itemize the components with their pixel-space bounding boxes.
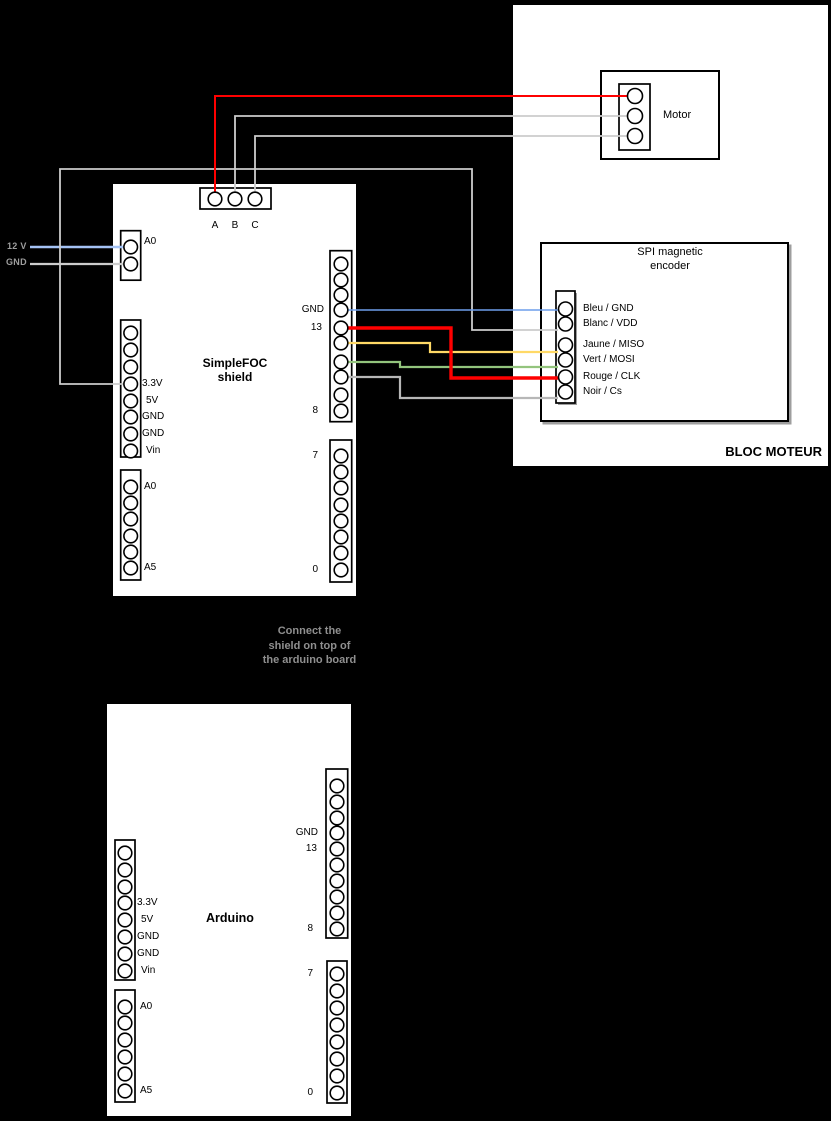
shield-terminal-label-2: B bbox=[231, 220, 239, 231]
motor-pin-header-pin-1 bbox=[628, 89, 643, 104]
shield-title-line1: SimpleFOC bbox=[202, 356, 268, 370]
arduino-power-pin-label-2: 5V bbox=[141, 914, 154, 925]
shield-analog-header-pin-5 bbox=[124, 545, 138, 559]
arduino-analog-header-pin-3 bbox=[118, 1033, 132, 1047]
arduino-digital-top-label-2: 13 bbox=[305, 843, 317, 854]
shield-power-input-header-pin-1 bbox=[124, 240, 138, 254]
shield-power-input-header bbox=[121, 231, 141, 281]
motor-label: Motor bbox=[663, 109, 692, 121]
shield-power-header-pin-1 bbox=[124, 326, 138, 340]
arduino-power-pin-label-5: Vin bbox=[141, 965, 156, 976]
shield-power-pin-label-2: 5V bbox=[146, 395, 159, 406]
shield-power-pin-label-1: 3.3V bbox=[142, 378, 163, 389]
shield-digital-bottom-header-pin-4 bbox=[334, 498, 348, 512]
shield-digital-bottom-header-pin-8 bbox=[334, 563, 348, 577]
assembly-note bbox=[242, 624, 377, 668]
arduino-digital-top-label-1: GND bbox=[295, 827, 318, 838]
arduino-analog-pin-label-1: A0 bbox=[140, 1001, 153, 1012]
arduino-power-pin-label-1: 3.3V bbox=[137, 897, 158, 908]
shield-analog-input-label: A0 bbox=[144, 236, 157, 247]
assembly-note-line3: the arduino board bbox=[262, 654, 357, 666]
arduino-power-header-pin-4 bbox=[118, 896, 132, 910]
shield-digital-bottom-header-pin-3 bbox=[334, 481, 348, 495]
shield-title bbox=[175, 357, 295, 384]
arduino-title: Arduino bbox=[206, 911, 254, 925]
encoder-pin-header-pin-6 bbox=[559, 385, 573, 399]
arduino-digital-bottom-header-pin-7 bbox=[330, 1069, 344, 1083]
shield-terminal-label-1: A bbox=[211, 220, 219, 231]
assembly-note-line2: shield on top of bbox=[268, 639, 351, 652]
shield-analog-header-pin-3 bbox=[124, 512, 138, 526]
shield-analog-header-pin-6 bbox=[124, 561, 138, 575]
motor-pin-header-pin-2 bbox=[628, 109, 643, 124]
shield-digital-top-label-3: 8 bbox=[312, 405, 318, 416]
arduino-digital-bottom-header-pin-6 bbox=[330, 1052, 344, 1066]
arduino-digital-top-header-pin-9 bbox=[330, 906, 344, 920]
arduino-power-header-pin-1 bbox=[118, 846, 132, 860]
encoder-pin-header-pin-1 bbox=[559, 302, 573, 316]
shield-digital-top-label-2: 13 bbox=[310, 322, 322, 333]
shield-digital-top-header-pin-8 bbox=[334, 370, 348, 384]
shield-motor-terminal-pin-2 bbox=[228, 192, 242, 206]
wire-motor-phase-c bbox=[255, 136, 628, 192]
shield-digital-top-header-pin-6 bbox=[334, 336, 348, 350]
assembly-note-line1: Connect the bbox=[277, 625, 342, 637]
shield-digital-bottom-label-1: 7 bbox=[312, 450, 318, 461]
shield-digital-bottom-header-pin-5 bbox=[334, 514, 348, 528]
shield-digital-bottom-header-pin-2 bbox=[334, 465, 348, 479]
arduino-digital-top-header-pin-8 bbox=[330, 890, 344, 904]
arduino-power-header-pin-3 bbox=[118, 880, 132, 894]
arduino-digital-top-header-pin-6 bbox=[330, 858, 344, 872]
encoder-pin-header-pin-4 bbox=[559, 353, 573, 367]
shield-digital-top-header-pin-9 bbox=[334, 388, 348, 402]
bloc-moteur-label: BLOC MOTEUR bbox=[725, 444, 822, 459]
encoder-pin-label-5: Rouge / CLK bbox=[583, 371, 641, 382]
arduino-analog-header-pin-2 bbox=[118, 1016, 132, 1030]
arduino-digital-bottom-header-pin-3 bbox=[330, 1001, 344, 1015]
shield-analog-pin-label-1: A0 bbox=[144, 481, 157, 492]
shield-power-input-header-pin-2 bbox=[124, 257, 138, 271]
shield-digital-top-label-1: GND bbox=[301, 304, 324, 315]
shield-motor-terminal-pin-3 bbox=[248, 192, 262, 206]
shield-digital-top-header-pin-10 bbox=[334, 404, 348, 418]
encoder-title-line2: encoder bbox=[650, 260, 690, 272]
arduino-digital-top-header-pin-2 bbox=[330, 795, 344, 809]
arduino-digital-top-header-pin-7 bbox=[330, 874, 344, 888]
arduino-digital-top-header-pin-5 bbox=[330, 842, 344, 856]
wire-motor-phase-a bbox=[215, 96, 628, 192]
shield-power-header-pin-5 bbox=[124, 394, 138, 408]
arduino-digital-bottom-header-pin-5 bbox=[330, 1035, 344, 1049]
arduino-digital-top-header-pin-3 bbox=[330, 811, 344, 825]
arduino-power-header-pin-5 bbox=[118, 913, 132, 927]
shield-power-header-pin-2 bbox=[124, 343, 138, 357]
encoder-pin-label-1: Bleu / GND bbox=[583, 303, 634, 314]
shield-digital-bottom-header-pin-7 bbox=[334, 546, 348, 560]
encoder-pin-header-pin-3 bbox=[559, 338, 573, 352]
arduino-digital-bottom-header-pin-2 bbox=[330, 984, 344, 998]
arduino-analog-header-pin-5 bbox=[118, 1067, 132, 1081]
shield-digital-bottom-header-pin-1 bbox=[334, 449, 348, 463]
shield-power-header-pin-6 bbox=[124, 410, 138, 424]
arduino-analog-pin-label-2: A5 bbox=[140, 1085, 153, 1096]
motor-pin-header-pin-3 bbox=[628, 129, 643, 144]
shield-power-header-pin-7 bbox=[124, 427, 138, 441]
encoder-pin-label-2: Blanc / VDD bbox=[583, 318, 638, 329]
shield-analog-pin-label-2: A5 bbox=[144, 562, 157, 573]
encoder-pin-label-6: Noir / Cs bbox=[583, 386, 622, 397]
wire-encoder-miso bbox=[348, 343, 558, 352]
supply-12v-label: 12 V bbox=[7, 241, 27, 251]
encoder-pin-header-pin-2 bbox=[559, 317, 573, 331]
arduino-digital-bottom-header-pin-1 bbox=[330, 967, 344, 981]
shield-analog-header-pin-1 bbox=[124, 480, 138, 494]
shield-digital-top-header-pin-2 bbox=[334, 273, 348, 287]
arduino-digital-top-header-pin-4 bbox=[330, 826, 344, 840]
shield-digital-top-header-pin-3 bbox=[334, 288, 348, 302]
arduino-analog-header-pin-1 bbox=[118, 1000, 132, 1014]
arduino-digital-bottom-label-1: 7 bbox=[307, 968, 313, 979]
arduino-digital-bottom-label-2: 0 bbox=[307, 1087, 313, 1098]
shield-motor-terminal-pin-1 bbox=[208, 192, 222, 206]
arduino-power-header-pin-8 bbox=[118, 964, 132, 978]
encoder-pin-label-4: Vert / MOSI bbox=[583, 354, 635, 365]
shield-power-header-pin-3 bbox=[124, 360, 138, 374]
arduino-digital-top-header-pin-10 bbox=[330, 922, 344, 936]
shield-power-pin-label-5: Vin bbox=[146, 445, 161, 456]
encoder-title bbox=[560, 245, 780, 273]
arduino-digital-bottom-header-pin-8 bbox=[330, 1086, 344, 1100]
shield-power-header-pin-8 bbox=[124, 444, 138, 458]
arduino-analog-header-pin-4 bbox=[118, 1050, 132, 1064]
shield-analog-header-pin-2 bbox=[124, 496, 138, 510]
arduino-digital-top-header-pin-1 bbox=[330, 779, 344, 793]
arduino-power-header-pin-7 bbox=[118, 947, 132, 961]
shield-digital-top-header-pin-1 bbox=[334, 257, 348, 271]
wire-motor-phase-b bbox=[235, 116, 628, 192]
shield-analog-header-pin-4 bbox=[124, 529, 138, 543]
encoder-pin-label-3: Jaune / MISO bbox=[583, 339, 645, 350]
shield-power-header-pin-4 bbox=[124, 377, 138, 391]
arduino-power-pin-label-3: GND bbox=[137, 931, 160, 942]
encoder-pin-header-pin-5 bbox=[559, 370, 573, 384]
shield-digital-top-header-pin-7 bbox=[334, 355, 348, 369]
shield-title-line2: shield bbox=[217, 369, 253, 384]
arduino-power-pin-label-4: GND bbox=[137, 948, 160, 959]
shield-power-pin-label-4: GND bbox=[142, 428, 165, 439]
shield-digital-top-header-pin-5 bbox=[334, 321, 348, 335]
arduino-analog-header-pin-6 bbox=[118, 1084, 132, 1098]
arduino-digital-bottom-header-pin-4 bbox=[330, 1018, 344, 1032]
shield-digital-bottom-label-2: 0 bbox=[312, 564, 318, 575]
supply-gnd-label: GND bbox=[6, 257, 27, 267]
arduino-power-header-pin-2 bbox=[118, 863, 132, 877]
shield-digital-bottom-header-pin-6 bbox=[334, 530, 348, 544]
shield-power-pin-label-3: GND bbox=[142, 411, 165, 422]
wire-encoder-cs bbox=[348, 377, 558, 398]
arduino-digital-top-label-3: 8 bbox=[307, 923, 313, 934]
shield-digital-top-header-pin-4 bbox=[334, 303, 348, 317]
wire-encoder-mosi bbox=[348, 362, 558, 367]
arduino-power-header-pin-6 bbox=[118, 930, 132, 944]
encoder-title-line1: SPI magnetic bbox=[637, 246, 703, 258]
shield-terminal-label-3: C bbox=[251, 220, 259, 231]
